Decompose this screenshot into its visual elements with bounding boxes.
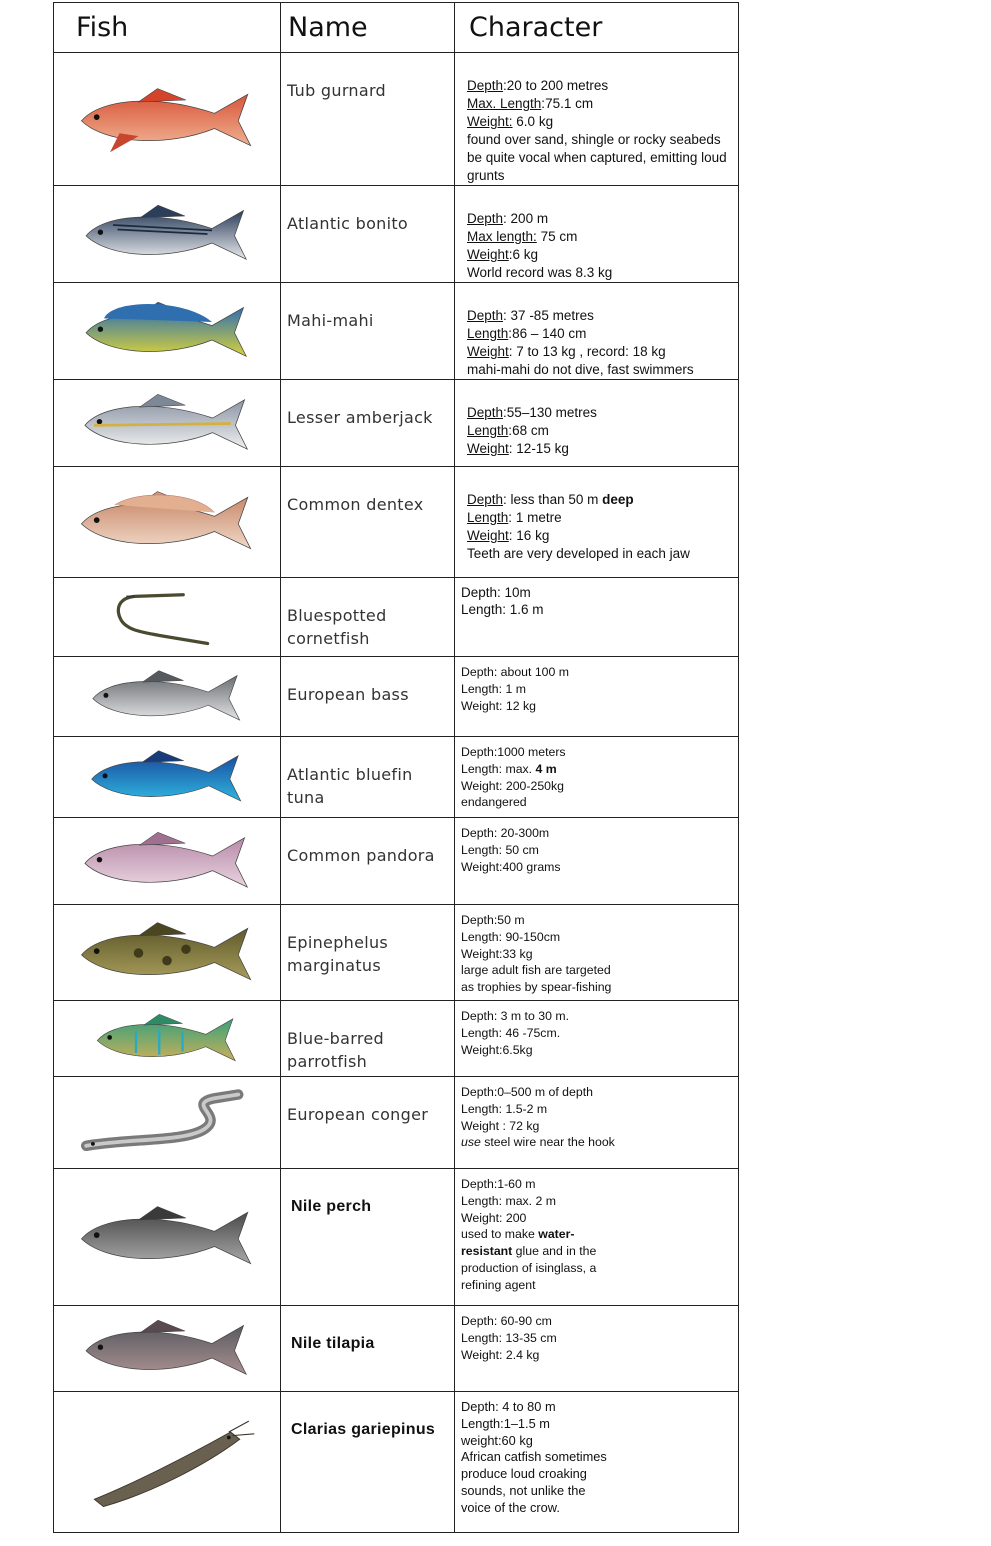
character-value: 68 cm xyxy=(512,423,549,438)
character-label: Max length: xyxy=(467,229,537,244)
character-line xyxy=(461,602,732,619)
character-value: steel wire near the hook xyxy=(480,1135,615,1150)
character-label: Depth xyxy=(467,308,504,323)
character-value: Length:1–1.5 m xyxy=(461,1415,550,1431)
european-conger-fish-illustration xyxy=(72,1084,262,1162)
character-line xyxy=(461,1176,732,1193)
character-value: Length: 13-35 cm xyxy=(461,1330,557,1345)
character-line xyxy=(467,527,732,545)
character-line xyxy=(461,1084,732,1101)
character-line xyxy=(461,1260,732,1277)
table-row xyxy=(54,1306,739,1392)
blue-barred-parrotfish-fish-illustration xyxy=(72,1008,262,1070)
character-value: 7 to 13 kg , record: 18 kg xyxy=(516,344,666,359)
character-line xyxy=(461,1433,732,1450)
fish-character xyxy=(455,578,739,657)
character-value: Weight: 200-250kg xyxy=(461,778,564,793)
fish-image-cell xyxy=(54,186,281,283)
character-value: Length: 1.6 m xyxy=(461,601,544,617)
character-line xyxy=(461,1226,732,1243)
character-value: 200 m xyxy=(510,211,549,226)
table-row xyxy=(54,283,739,380)
fish-image-cell xyxy=(54,1306,281,1392)
header-character: Character xyxy=(455,3,739,53)
fish-image-cell xyxy=(54,905,281,1001)
mahi-mahi-fish-illustration xyxy=(72,295,262,367)
character-line xyxy=(461,664,732,681)
character-value: 6 kg xyxy=(512,247,539,262)
atlantic-bonito-fish-illustration xyxy=(72,198,262,270)
lesser-amberjack-fish-illustration xyxy=(72,387,262,460)
character-label: Depth xyxy=(467,492,504,507)
fish-name: Lesser amberjack xyxy=(281,380,455,467)
character-value: 86 – 140 cm xyxy=(512,326,587,341)
character-line xyxy=(467,404,732,422)
fish-name: Mahi-mahi xyxy=(281,283,455,380)
table-row xyxy=(54,53,739,186)
character-line xyxy=(461,1042,732,1059)
character-bold: 4 m xyxy=(535,761,557,776)
character-bold: water- xyxy=(538,1227,575,1242)
character-value: 16 kg xyxy=(516,528,550,543)
character-value: Depth:0–500 m of depth xyxy=(461,1085,593,1099)
character-line xyxy=(461,1008,732,1025)
fish-image-cell xyxy=(54,380,281,467)
character-value: large adult fish are targeted xyxy=(461,963,611,978)
character-value: Length: 46 -75cm. xyxy=(461,1025,561,1040)
character-value: Depth: 3 m to 30 m. xyxy=(461,1009,569,1023)
character-line xyxy=(461,1449,732,1466)
character-value: Depth: 60-90 cm xyxy=(461,1314,552,1328)
character-value: Weight:6.5kg xyxy=(461,1042,533,1057)
table-row xyxy=(54,818,739,905)
fish-image-cell xyxy=(54,657,281,737)
character-separator: : xyxy=(503,211,511,226)
character-line xyxy=(461,1210,732,1227)
character-value: Depth: 10m xyxy=(461,585,531,600)
table-row xyxy=(54,1001,739,1077)
fish-character xyxy=(455,905,739,1001)
fish-name: Common pandora xyxy=(281,818,455,905)
character-label: Weight: xyxy=(467,114,513,129)
character-value: Weight : 72 kg xyxy=(461,1118,540,1133)
fish-name: Nile perch xyxy=(281,1169,455,1306)
character-line xyxy=(461,912,732,929)
table-row xyxy=(54,578,739,657)
character-value: as trophies by spear-fishing xyxy=(461,980,612,995)
fish-character xyxy=(455,1392,739,1533)
character-line xyxy=(461,761,732,778)
table-row xyxy=(54,1077,739,1169)
character-label: Length xyxy=(467,326,509,341)
character-line xyxy=(461,1399,732,1416)
character-value: Length: 1 m xyxy=(461,681,526,696)
nile-tilapia-fish-illustration xyxy=(72,1313,262,1385)
fish-image-cell xyxy=(54,1077,281,1169)
character-line xyxy=(467,167,732,185)
character-line xyxy=(461,1416,732,1433)
character-value: 1 metre xyxy=(515,510,562,525)
fish-character xyxy=(455,283,739,380)
character-separator: : xyxy=(503,492,511,507)
character-value: Depth: about 100 m xyxy=(461,665,570,679)
character-separator: : xyxy=(541,96,546,111)
character-separator: : xyxy=(503,78,507,93)
fish-image-cell xyxy=(54,818,281,905)
fish-name: Common dentex xyxy=(281,467,455,578)
character-line xyxy=(461,778,732,795)
fish-character xyxy=(455,737,739,818)
character-line xyxy=(467,361,732,379)
character-line xyxy=(461,1313,732,1330)
character-value: Length: 50 cm xyxy=(461,842,539,857)
fish-name: Blue-barred parrotfish xyxy=(281,1001,455,1077)
character-value: Weight: 12 kg xyxy=(461,698,536,713)
character-line xyxy=(467,210,732,228)
character-bold: resistant xyxy=(461,1244,513,1259)
character-line xyxy=(467,246,732,264)
character-line xyxy=(461,794,732,811)
clarias-gariepinus-fish-illustration xyxy=(72,1412,262,1512)
character-line xyxy=(461,1025,732,1042)
fish-name: Epinephelus marginatus xyxy=(281,905,455,1001)
character-value: used to make xyxy=(461,1227,539,1242)
common-dentex-fish-illustration xyxy=(72,483,262,561)
table-row xyxy=(54,186,739,283)
fish-character xyxy=(455,53,739,186)
fish-character xyxy=(455,1169,739,1306)
character-line xyxy=(467,325,732,343)
character-separator: : xyxy=(508,510,516,525)
fish-character xyxy=(455,657,739,737)
table-row xyxy=(54,380,739,467)
character-value: African catfish sometimes xyxy=(461,1449,607,1465)
character-separator: : xyxy=(508,528,517,543)
character-line xyxy=(461,585,732,602)
character-value: less than 50 m xyxy=(510,492,603,507)
character-label: Weight xyxy=(467,247,509,262)
character-value: sounds, not unlike the xyxy=(461,1482,586,1498)
character-line xyxy=(467,264,732,282)
character-label: Length xyxy=(467,423,509,438)
character-line xyxy=(461,1330,732,1347)
character-value: production of isinglass, a xyxy=(461,1260,597,1275)
character-label: Depth xyxy=(467,78,504,93)
character-value: 37 -85 metres xyxy=(510,308,594,323)
character-line xyxy=(461,1500,732,1517)
character-line xyxy=(461,1118,732,1135)
character-separator: : xyxy=(508,423,513,438)
fish-name: European conger xyxy=(281,1077,455,1169)
character-line xyxy=(467,307,732,325)
fish-name: European bass xyxy=(281,657,455,737)
character-line xyxy=(467,95,732,113)
character-value: Length: max. xyxy=(461,761,536,776)
fish-image-cell xyxy=(54,467,281,578)
character-label: Weight xyxy=(467,441,509,456)
fish-table xyxy=(53,2,739,1533)
fish-name: Clarias gariepinus xyxy=(281,1392,455,1533)
character-line xyxy=(461,1101,732,1118)
atlantic-bluefin-tuna-fish-illustration xyxy=(72,744,262,811)
character-value: mahi-mahi do not dive, fast swimmers xyxy=(467,362,694,377)
character-value: Depth:1-60 m xyxy=(461,1177,536,1191)
fish-character xyxy=(455,467,739,578)
character-line xyxy=(461,929,732,946)
character-line xyxy=(467,228,732,246)
character-value: Length: 90-150cm xyxy=(461,929,561,944)
fish-character xyxy=(455,186,739,283)
character-value: weight:60 kg xyxy=(461,1432,533,1448)
character-separator: : xyxy=(508,344,517,359)
character-value: refining agent xyxy=(461,1277,536,1292)
fish-image-cell xyxy=(54,283,281,380)
character-line xyxy=(461,962,732,979)
character-value: glue and in the xyxy=(512,1244,597,1259)
fish-character xyxy=(455,1306,739,1392)
character-value: Depth: 4 to 80 m xyxy=(461,1399,556,1414)
character-separator: : xyxy=(508,326,513,341)
character-value: found over sand, shingle or rocky seabeds xyxy=(467,132,721,147)
table-row xyxy=(54,1169,739,1306)
character-line xyxy=(467,77,732,95)
character-italic: use xyxy=(461,1135,481,1150)
character-line xyxy=(461,859,732,876)
european-bass-fish-illustration xyxy=(72,664,262,730)
character-label: Max. Length xyxy=(467,96,542,111)
common-pandora-fish-illustration xyxy=(72,825,262,898)
character-line xyxy=(461,825,732,842)
header-fish: Fish xyxy=(54,3,281,53)
fish-name: Nile tilapia xyxy=(281,1306,455,1392)
character-line xyxy=(467,113,732,131)
character-line xyxy=(461,1466,732,1483)
character-label: Weight xyxy=(467,528,509,543)
bluespotted-cornetfish-fish-illustration xyxy=(72,585,262,650)
character-bold: deep xyxy=(602,492,634,507)
character-value: Weight: 2.4 kg xyxy=(461,1347,540,1362)
fish-image-cell xyxy=(54,578,281,657)
character-line xyxy=(467,509,732,527)
fish-character xyxy=(455,1001,739,1077)
character-line xyxy=(461,1483,732,1500)
character-separator: : xyxy=(508,247,513,262)
character-value: voice of the crow. xyxy=(461,1499,560,1515)
character-line xyxy=(461,1243,732,1260)
fish-image-cell xyxy=(54,53,281,186)
character-label: Depth xyxy=(467,405,504,420)
character-line xyxy=(461,842,732,859)
fish-image-cell xyxy=(54,1169,281,1306)
character-value: be quite vocal when captured, emitting loud xyxy=(467,150,727,165)
header-name: Name xyxy=(281,3,455,53)
character-line xyxy=(461,1134,732,1151)
fish-character xyxy=(455,1077,739,1169)
character-label: Weight xyxy=(467,344,509,359)
character-separator: : xyxy=(503,405,507,420)
character-value: Length: 1.5-2 m xyxy=(461,1101,548,1116)
character-line xyxy=(467,440,732,458)
character-value: grunts xyxy=(467,168,505,183)
character-value: produce loud croaking xyxy=(461,1466,587,1482)
tub-gurnard-fish-illustration xyxy=(72,80,262,158)
table-row xyxy=(54,905,739,1001)
character-value: World record was 8.3 kg xyxy=(467,265,613,280)
fish-image-cell xyxy=(54,737,281,818)
fish-character xyxy=(455,380,739,467)
character-value: endangered xyxy=(461,795,527,810)
fish-name: Bluespotted cornetfish xyxy=(281,578,455,657)
epinephelus-marginatus-fish-illustration xyxy=(72,914,262,992)
character-value: Teeth are very developed in each jaw xyxy=(467,546,690,561)
table-row xyxy=(54,737,739,818)
table-row xyxy=(54,657,739,737)
fish-image-cell xyxy=(54,1001,281,1077)
character-value: Depth: 20-300m xyxy=(461,826,550,840)
character-separator: : xyxy=(503,308,511,323)
character-line xyxy=(467,422,732,440)
table-row xyxy=(54,467,739,578)
table-row xyxy=(54,1392,739,1533)
character-line xyxy=(461,681,732,698)
character-line xyxy=(461,1347,732,1364)
nile-perch-fish-illustration xyxy=(72,1198,262,1276)
character-value: 75 cm xyxy=(540,229,578,244)
fish-name: Tub gurnard xyxy=(281,53,455,186)
character-value: Depth:50 m xyxy=(461,913,525,927)
character-value: Weight:400 grams xyxy=(461,859,561,874)
character-value: 20 to 200 metres xyxy=(506,78,609,93)
character-line xyxy=(467,545,732,563)
character-label: Depth xyxy=(467,211,504,226)
character-value: Weight: 200 xyxy=(461,1210,527,1225)
character-line xyxy=(461,946,732,963)
fish-name: Atlantic bonito xyxy=(281,186,455,283)
character-line xyxy=(461,979,732,996)
character-line xyxy=(461,1277,732,1294)
character-line xyxy=(467,149,732,167)
header-row xyxy=(54,3,739,53)
character-line xyxy=(467,343,732,361)
character-value: 55–130 metres xyxy=(506,405,597,420)
character-line xyxy=(461,744,732,761)
character-line xyxy=(461,698,732,715)
fish-character xyxy=(455,818,739,905)
character-value: Depth:1000 meters xyxy=(461,745,566,759)
character-label: Length xyxy=(467,510,509,525)
character-value: Length: max. 2 m xyxy=(461,1193,557,1208)
fish-name: Atlantic bluefin tuna xyxy=(281,737,455,818)
character-line xyxy=(467,131,732,149)
character-separator: : xyxy=(508,441,517,456)
character-value: 6.0 kg xyxy=(516,114,554,129)
character-value: 75.1 cm xyxy=(545,96,594,111)
character-value: Weight:33 kg xyxy=(461,946,533,961)
character-value: 12-15 kg xyxy=(516,441,569,456)
character-line xyxy=(461,1193,732,1210)
fish-image-cell xyxy=(54,1392,281,1533)
character-line xyxy=(467,491,732,509)
